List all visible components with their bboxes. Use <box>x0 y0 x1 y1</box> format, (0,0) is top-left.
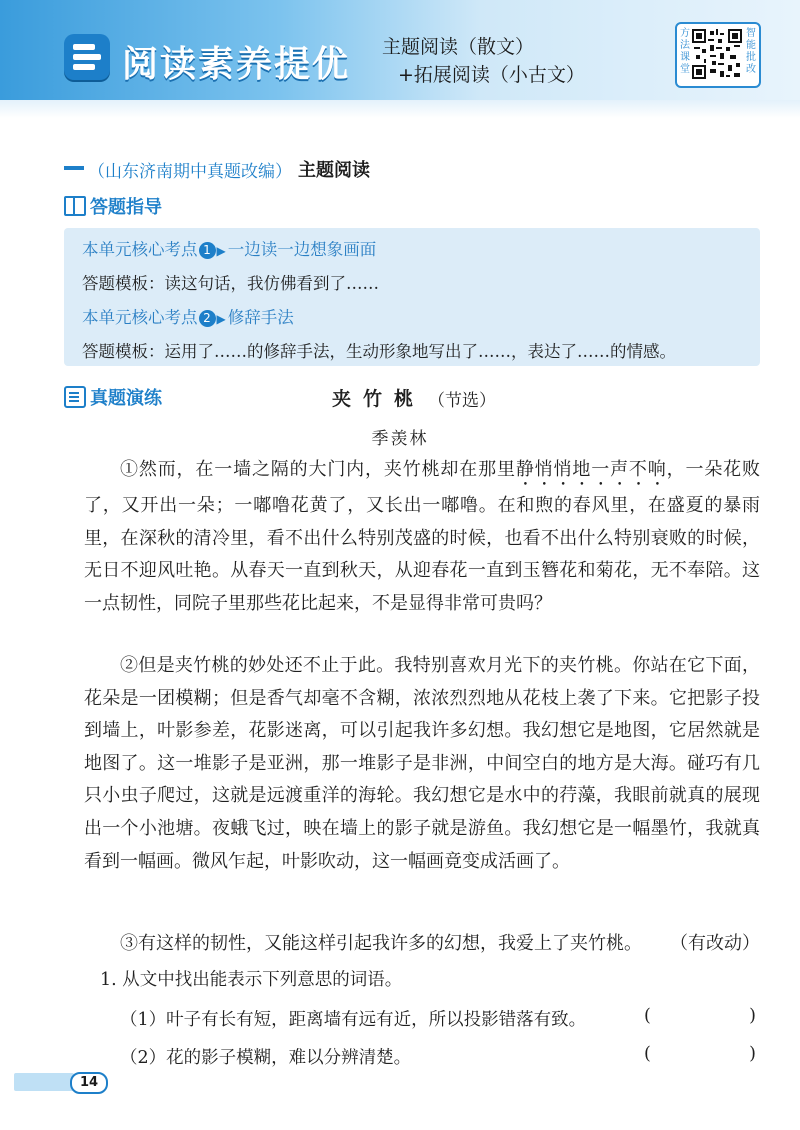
guide-template-2: 答题模板：运用了……的修辞手法，生动形象地写出了……，表达了……的情感。 <box>82 342 676 361</box>
qr-code-panel[interactable] <box>675 22 761 88</box>
qr-code-icon <box>692 28 742 80</box>
header-fade <box>0 100 800 118</box>
guide-title: 答题指导 <box>90 197 162 218</box>
book-logo-icon <box>64 34 110 80</box>
subtitle-line2: +拓展阅读（小古文） <box>398 64 585 86</box>
section-title: 主题阅读 <box>298 160 370 181</box>
guide-point-2 <box>82 304 294 328</box>
qr-label-left: 方法课堂 <box>680 28 690 75</box>
point-number-badge: 2 <box>199 310 216 327</box>
page-number: 14 <box>70 1072 108 1094</box>
triangle-right-icon: ▶ <box>216 244 226 258</box>
emphasized-phrase: 静悄悄地一声不响 <box>515 459 667 480</box>
footer-bar <box>14 1073 74 1091</box>
paren-open: ( <box>644 1006 651 1026</box>
paren-close: ) <box>749 1044 756 1064</box>
article-author: 季羡林 <box>371 429 429 449</box>
revision-note: （有改动） <box>670 933 760 954</box>
question-1-1: （1）叶子有长有短，距离墙有远有近，所以投影错落有致。 <box>120 1010 587 1030</box>
guide-template-1: 答题模板：读这句话，我仿佛看到了…… <box>82 274 379 293</box>
question-1-2: （2）花的影子模糊，难以分辨清楚。 <box>120 1048 412 1068</box>
paragraph-3-text: ③有这样的韧性，又能这样引起我许多的幻想，我爱上了夹竹桃。 <box>120 933 642 954</box>
guide-point-2-prefix: 本单元核心考点 <box>82 308 198 327</box>
paren-close: ) <box>749 1006 756 1026</box>
paragraph-1-part-a: ①然而，在一墙之隔的大门内，夹竹桃却在那里 <box>120 459 516 480</box>
article-note: （节选） <box>428 391 496 411</box>
paragraph-1 <box>84 454 760 620</box>
subtitle-line1: 主题阅读（散文） <box>382 36 535 58</box>
guide-point-1 <box>82 236 376 260</box>
paren-open: ( <box>644 1044 651 1064</box>
point-number-badge: 1 <box>199 242 216 259</box>
section-number <box>64 166 84 170</box>
exercise-icon <box>64 386 86 408</box>
brand-title: 阅读素养提优 <box>122 44 351 85</box>
guide-box <box>64 228 760 366</box>
article-title: 夹竹桃 <box>332 388 426 410</box>
question-1: 1. 从文中找出能表示下列意思的词语。 <box>100 970 403 990</box>
triangle-right-icon: ▶ <box>216 312 226 326</box>
paragraph-3 <box>84 928 760 961</box>
book-open-icon <box>64 196 86 216</box>
paragraph-2: ②但是夹竹桃的妙处还不止于此。我特别喜欢月光下的夹竹桃。你站在它下面，花朵是一团模糊；但是香气却毫不含糊，浓浓烈烈地从花枝上袭了下来。它把影子投到墙上，叶影参差，花影迷离，可以引起我许多幻想。我幻想它是地图，它居然就是地图了。这一堆影子是亚洲，那一堆影子是非洲，中间空白的地方是大海。碰巧有几只小虫子爬过，这就是远渡重洋的海轮。我幻想它是水中的荇藻，我眼前就真的展现出一个小池塘。夜蛾飞过，映在墙上的影子就是游鱼。我幻想它是一幅墨竹，我就真看到一幅画。微风乍起，叶影吹动，这一幅画竟变成活画了。 <box>84 655 760 872</box>
section-source: （山东济南期中真题改编） <box>88 162 292 182</box>
guide-point-2-text: 修辞手法 <box>227 308 294 327</box>
guide-point-1-prefix: 本单元核心考点 <box>82 240 198 259</box>
paragraph-1-part-b: ，一朵花败了，又开出一朵；一嘟噜花黄了，又长出一嘟噜。在和煦的春风里，在盛夏的暴雨里，在深秋的清冷里，看不出什么特别茂盛的时候，也看不出什么特别衰败的时候，无日不迎风吐艳。从春天一直到秋天，从迎春花一直到玉簪花和菊花，无不奉陪。这一点韧性，同院子里那些花比起来，不是显得非常可贵吗？ <box>84 459 761 614</box>
qr-label-right: 智能批改 <box>746 28 756 75</box>
practice-title: 真题演练 <box>90 388 162 409</box>
guide-point-1-text: 一边读一边想象画面 <box>227 240 377 259</box>
